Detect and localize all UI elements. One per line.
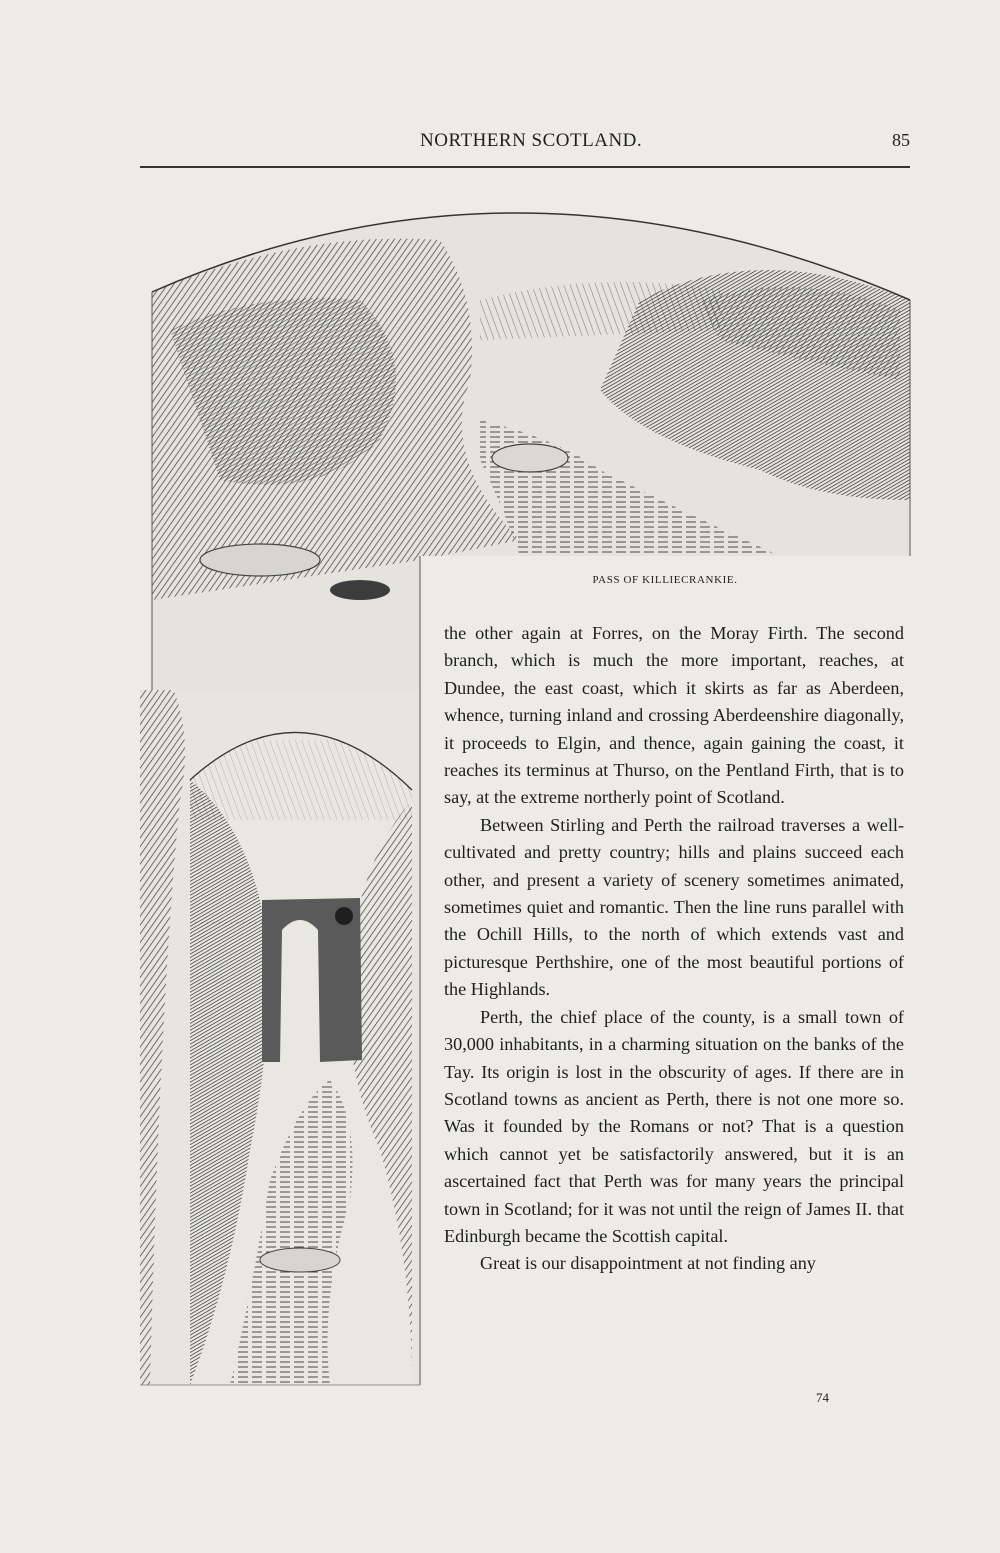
page-number: 85 <box>892 130 910 150</box>
paragraph: the other again at Forres, on the Moray Firth. The second branch, which is much the more important, reaches, at Dundee, the east coast, which it skirts as far as Aberdeen, whence, turning inland and crossing Aberdeenshire diagonally, it proceeds to Elgin, and thence, again gaining the coast, it reaches its terminus at Thurso, on the Pentland Firth, that is to say, at the extreme northerly point of Scotland. <box>444 623 904 808</box>
body-text <box>444 620 904 1278</box>
paragraph: Great is our disappointment at not finding any <box>480 1253 816 1274</box>
illustration-caption: PASS OF KILLIECRANKIE. <box>592 574 738 586</box>
running-title: NORTHERN SCOTLAND. <box>420 130 643 151</box>
paragraph: Perth, the chief place of the county, is a small town of 30,000 inhabitants, in a charming situation on the banks of the Tay. Its origin is lost in the obscurity of ages. If there are in Scotland towns as ancient as Perth, there is not one more so. Was it founded by the Romans or not? That is a question which cannot yet be satisfactorily answered, but it is an ascertained fact that Perth was for many years the principal town in Scotland; for it was not until the reign of James II. that Edinburgh became the Scottish capital. <box>444 1006 904 1246</box>
paragraph: Between Stirling and Perth the railroad traverses a well-cultivated and pretty country; hills and plains succeed each other, and present a variety of scenery sometimes animated, sometimes quiet and romantic. Then the line runs parallel with the Ochill Hills, to the north of which extends vast and picturesque Perthshire, one of the most beautiful portions of the Highlands. <box>444 814 904 1000</box>
signature-mark: 74 <box>816 1390 829 1405</box>
lower-scene-bridge <box>190 740 412 1390</box>
